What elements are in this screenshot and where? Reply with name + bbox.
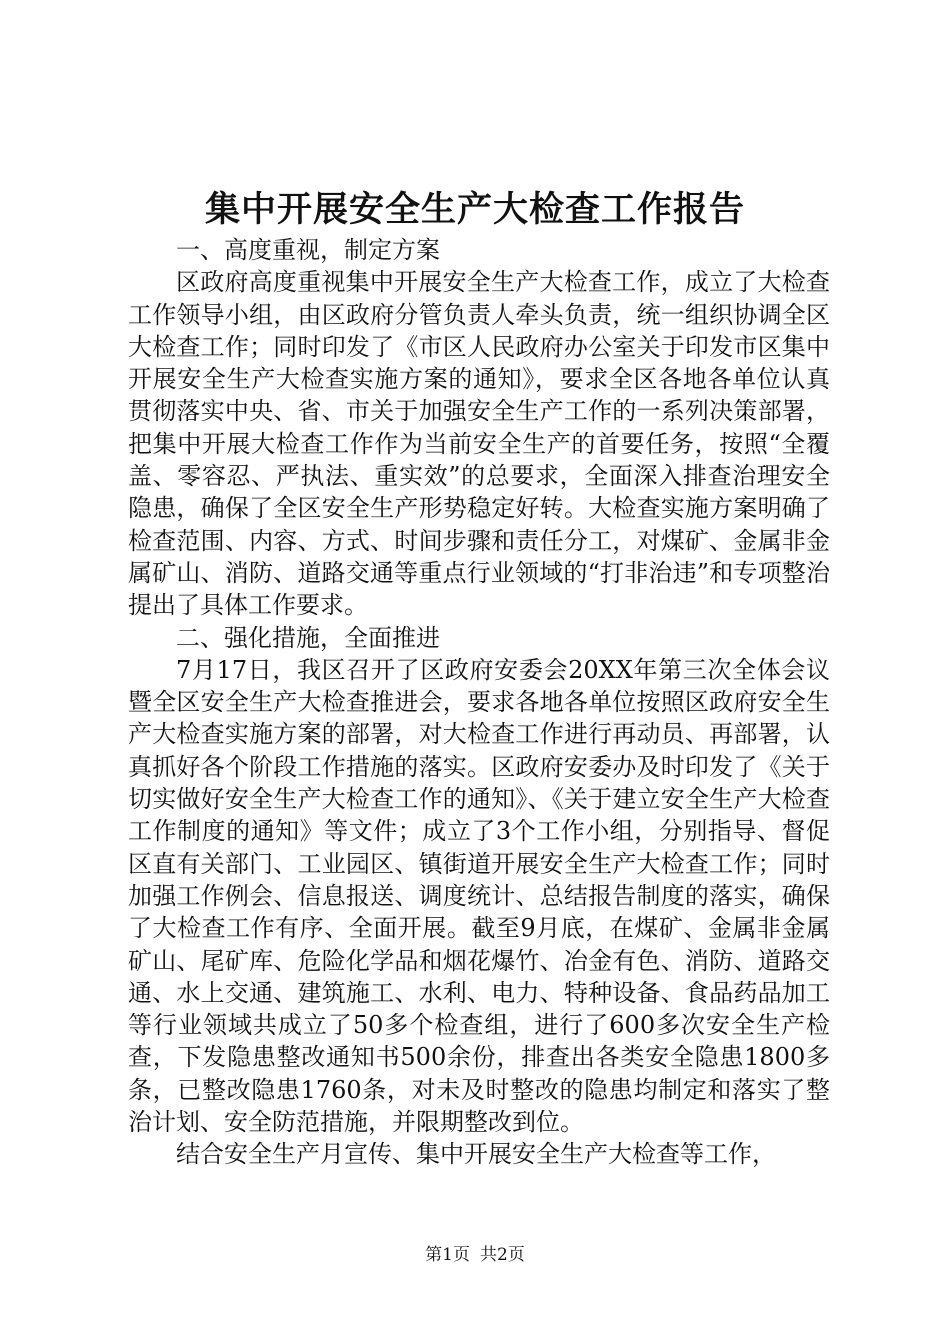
document-title: 集中开展安全生产大检查工作报告: [204, 189, 745, 230]
section-heading-1: 一、高度重视，制定方案: [176, 236, 440, 264]
body-paragraph-1: 区政府高度重视集中开展安全生产大检查工作，成立了大检查工作领导小组，由区政府分管负责人牵头负责，统一组织协调全区大检查工作；同时印发了《市区人民政府办公室关于印发市区集中开展安全生产大检查实施方案的通知》，要求全区各地各单位认真贯彻落实中央、省、市关于加强安全生产工作的一系列决策部署，把集中开展大检查工作作为当前安全生产的首要任务，按照“全覆盖、零容忍、严执法、重实效”的总要求，全面深入排查治理安全隐患，确保了全区安全生产形势稳定好转。大检查实施方案明确了检查范围、内容、方式、时间步骤和责任分工，对煤矿、金属非金属矿山、消防、道路交通等重点行业领域的“打非治违”和专项整治提出了具体工作要求。: [128, 268, 830, 620]
page-footer: [0, 1243, 950, 1267]
body-paragraph-3: 结合安全生产月宣传、集中开展安全生产大检查等工作，: [176, 1140, 776, 1169]
document-body: [128, 234, 830, 1171]
page-number-current: 第1页: [425, 1245, 470, 1265]
page-number-total: 共2页: [480, 1245, 525, 1265]
body-paragraph-2: 7月17日，我区召开了区政府安委会20XX年第三次全体会议暨全区安全生产大检查推进会，要求各地各单位按照区政府安全生产大检查实施方案的部署，对大检查工作进行再动员、再部署，认真抓好各个阶段工作措施的落实。区政府安委办及时印发了《关于切实做好安全生产大检查工作的通知》、《关于建立安全生产大检查工作制度的通知》等文件；成立了3个工作小组，分别指导、督促区直有关部门、工业园区、镇街道开展安全生产大检查工作；同时加强工作例会、信息报送、调度统计、总结报告制度的落实，确保了大检查工作有序、全面开展。截至9月底，在煤矿、金属非金属矿山、尾矿库、危险化学品和烟花爆竹、冶金有色、消防、道路交通、水上交通、建筑施工、水利、电力、特种设备、食品药品加工等行业领域共成立了50多个检查组，进行了600多次安全生产检查，下发隐患整改通知书500余份，排查出各类安全隐患1800多条，已整改隐患1760条，对未及时整改的隐患均制定和落实了整治计划、安全防范措施，并限期整改到位。: [128, 655, 830, 1137]
section-heading-2: 二、强化措施，全面推进: [176, 623, 440, 652]
